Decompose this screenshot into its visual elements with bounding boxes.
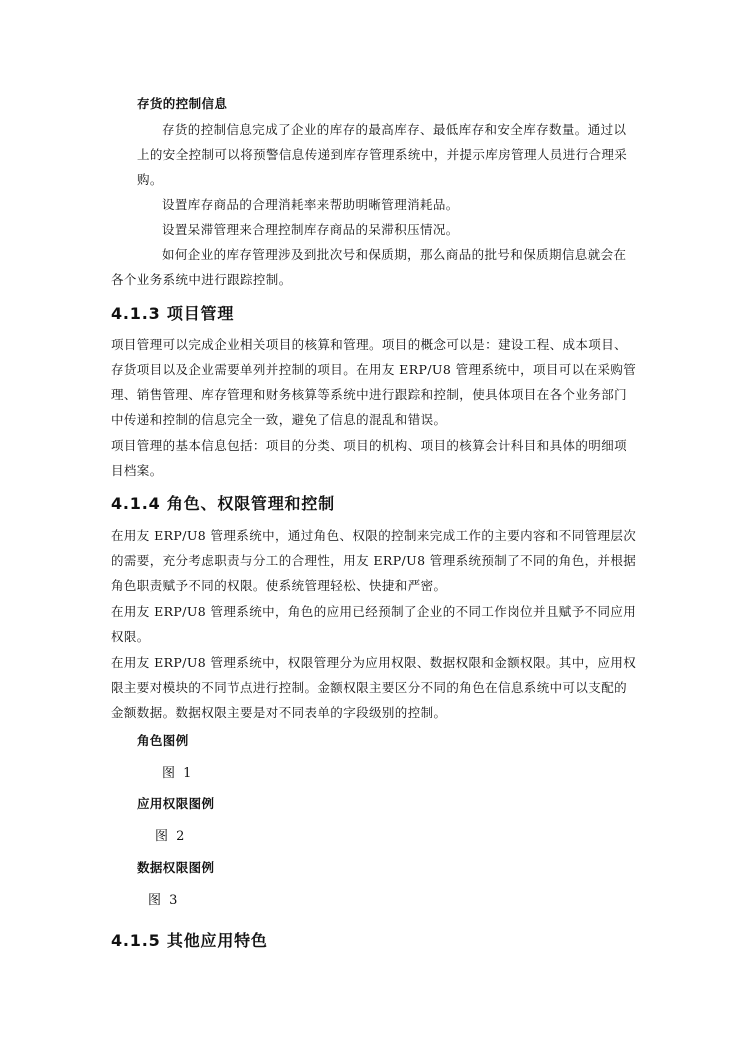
paragraph-line: 项目管理的基本信息包括：项目的分类、项目的机构、项目的核算会计科目和具体的明细项: [111, 438, 628, 453]
paragraph-line: 在用友 ERP/U8 管理系统中，角色的应用已经预制了企业的不同工作岗位并且赋予不同应用: [111, 604, 637, 619]
paragraph-line: 限主要对模块的不同节点进行控制。金额权限主要区分不同的角色在信息系统中可以支配的: [111, 680, 628, 695]
paragraph-line: 权限。: [111, 629, 150, 644]
example-label: 应用权限图例: [137, 796, 215, 811]
paragraph-line: 上的安全控制可以将预警信息传递到库存管理系统中，并提示库房管理人员进行合理采: [137, 147, 628, 162]
paragraph-line: 存货项目以及企业需要单列并控制的项目。在用友 ERP/U8 管理系统中，项目可以在采购管: [111, 362, 637, 377]
paragraph-line: 理、销售管理、库存管理和财务核算等系统中进行跟踪和控制，使具体项目在各个业务部门: [111, 387, 628, 402]
example-label: 数据权限图例: [137, 860, 215, 875]
paragraph-line: 中传递和控制的信息完全一致，避免了信息的混乱和错误。: [111, 412, 447, 427]
section-heading: 4.1.5 其他应用特色: [111, 931, 268, 950]
figure-caption: 图 3: [148, 893, 180, 908]
list-item: 设置库存商品的合理消耗率来帮助明晰管理消耗品。: [162, 197, 459, 212]
paragraph-line: 在用友 ERP/U8 管理系统中，权限管理分为应用权限、数据权限和金额权限。其中，应用权: [111, 655, 637, 670]
paragraph-line: 金额数据。数据权限主要是对不同表单的字段级别的控制。: [111, 705, 447, 720]
paragraph-line: 存货的控制信息完成了企业的库存的最高库存、最低库存和安全库存数量。通过以: [162, 122, 627, 137]
list-item: 如何企业的库存管理涉及到批次号和保质期，那么商品的批号和保质期信息就会在: [162, 247, 627, 262]
list-item: 设置呆滞管理来合理控制库存商品的呆滞积压情况。: [162, 222, 459, 237]
list-item-continuation: 各个业务系统中进行跟踪控制。: [111, 272, 292, 287]
example-label: 角色图例: [137, 733, 189, 748]
paragraph-line: 在用友 ERP/U8 管理系统中，通过角色、权限的控制来完成工作的主要内容和不同管理层次: [111, 528, 637, 543]
figure-caption: 图 1: [162, 766, 194, 781]
paragraph-line: 目档案。: [111, 463, 163, 478]
paragraph-line: 的需要，充分考虑职责与分工的合理性，用友 ERP/U8 管理系统预制了不同的角色，并根据: [111, 553, 637, 568]
section-heading: 4.1.4 角色、权限管理和控制: [111, 494, 335, 513]
subsection-title: 存货的控制信息: [137, 96, 228, 111]
section-heading: 4.1.3 项目管理: [111, 304, 235, 323]
paragraph-line: 项目管理可以完成企业相关项目的核算和管理。项目的概念可以是：建设工程、成本项目、: [111, 337, 628, 352]
paragraph-line: 购。: [137, 172, 163, 187]
figure-caption: 图 2: [155, 829, 187, 844]
paragraph-line: 角色职责赋予不同的权限。使系统管理轻松、快捷和严密。: [111, 578, 447, 593]
